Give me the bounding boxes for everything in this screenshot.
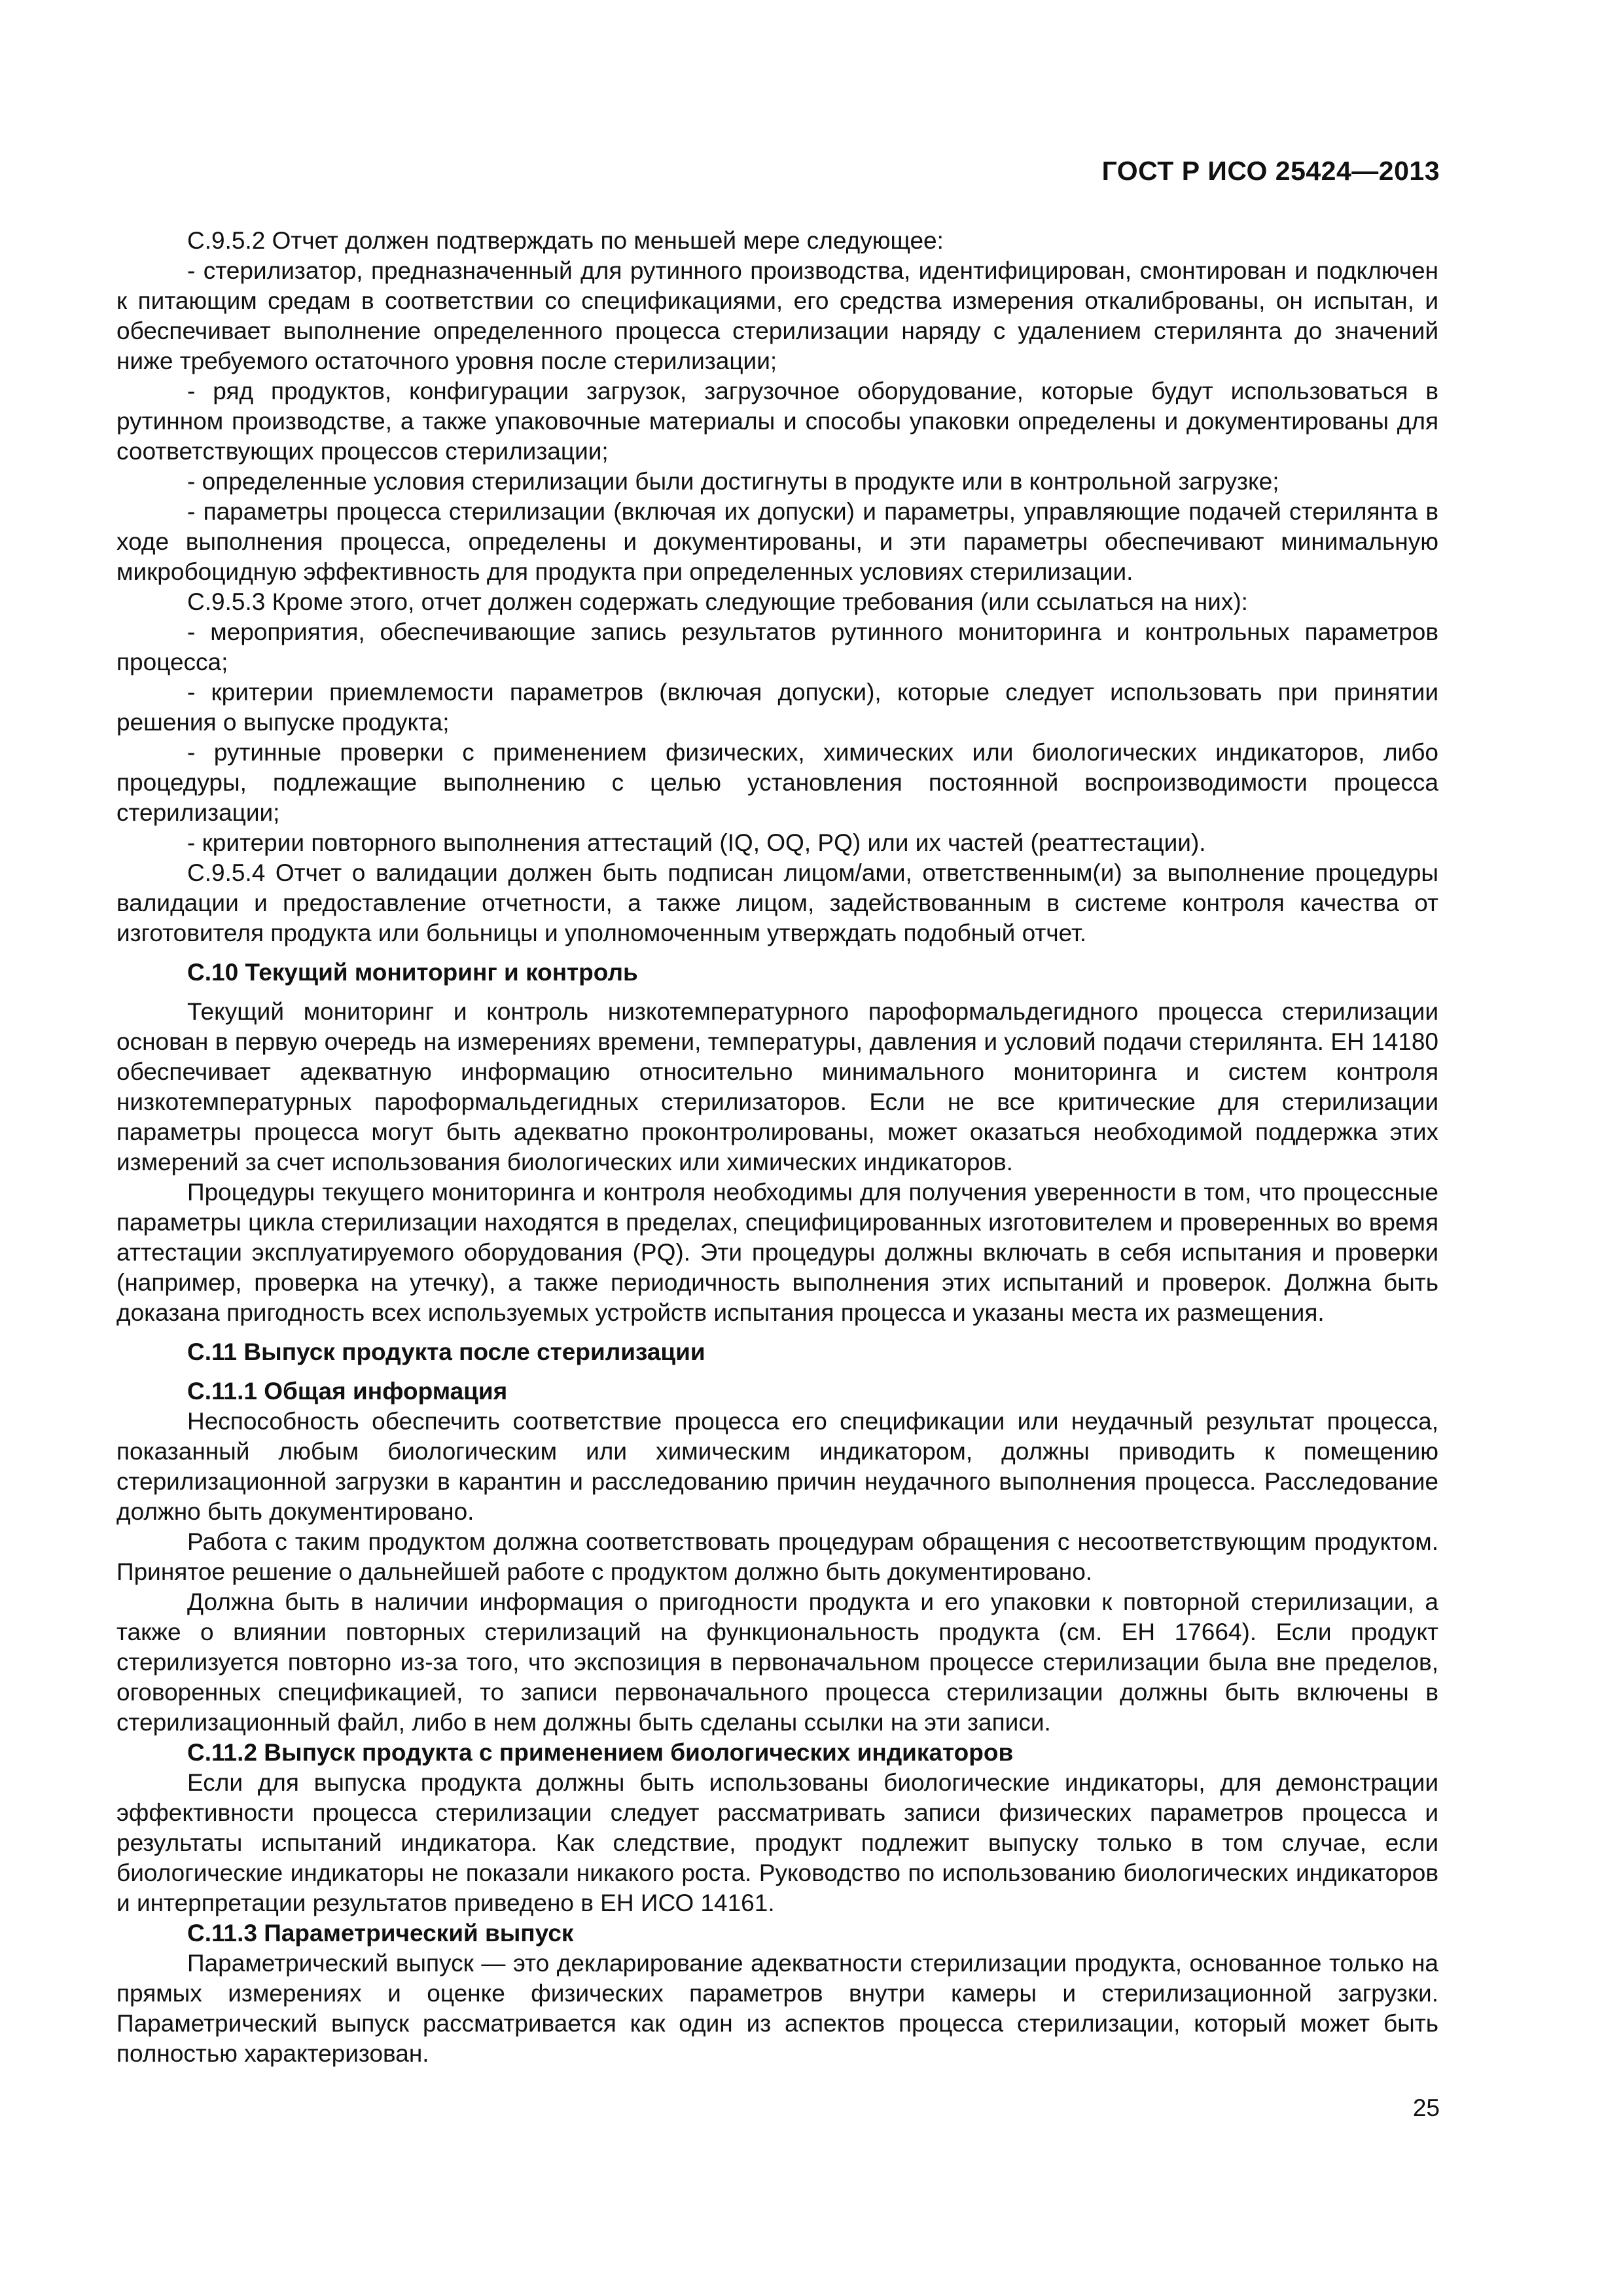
paragraph: - рутинные проверки с применением физических, химических или биологических индикаторов, либо процедуры, подлежащие выполнению с целью установления постоянной воспроизводимости процесса стерилизации;: [116, 739, 1438, 826]
paragraph: Должна быть в наличии информация о пригодности продукта и его упаковки к повторной стерилизации, а также о влиянии повторных стерилизаций на функциональность продукта (см. ЕН 17664). Если продукт стерилизуется повторно из-за того, что экспозиция в первоначальном процессе стерилизации была вне пределов, оговоренных спецификацией, то записи первоначального процесса стерилизации должны быть включены в стерилизационный файл, либо в нем должны быть сделаны ссылки на эти записи.: [116, 1588, 1438, 1736]
section-heading: С.11 Выпуск продукта после стерилизации: [187, 1338, 705, 1365]
paragraph: С.9.5.2 Отчет должен подтверждать по меньшей мере следующее:: [187, 227, 944, 254]
paragraph: - параметры процесса стерилизации (включая их допуски) и параметры, управляющие подачей стерилянта в ходе выполнения процесса, определены и документированы, и эти параметры обеспечивают минимальную микробоцидную эффективность для продукта при определенных условиях стерилизации.: [116, 498, 1438, 585]
paragraph: С.9.5.4 Отчет о валидации должен быть подписан лицом/ами, ответственным(и) за выполнение процедуры валидации и предоставление отчетности, а также лицом, задействованным в системе контроля качества от изготовителя продукта или больницы и уполномоченным утверждать подобный отчет.: [116, 859, 1438, 946]
paragraph: Параметрический выпуск — это декларирование адекватности стерилизации продукта, основанное только на прямых измерениях и оценке физических параметров внутри камеры и стерилизационной загрузки. Параметрический выпуск рассматривается как один из аспектов процесса стерилизации, который может быть полностью характеризован.: [116, 1950, 1438, 2067]
paragraph: С.9.5.3 Кроме этого, отчет должен содержать следующие требования (или ссылаться на них):: [187, 588, 1248, 615]
section-heading: С.11.2 Выпуск продукта с применением биологических индикаторов: [187, 1739, 1014, 1766]
paragraph: - критерии повторного выполнения аттестаций (IQ, OQ, PQ) или их частей (реаттестации).: [187, 829, 1206, 856]
paragraph: Текущий мониторинг и контроль низкотемпературного пароформальдегидного процесса стерилизации основан в первую очередь на измерениях времени, температуры, давления и условий подачи стерилянта. ЕН 14180 обеспечивает адекватную информацию относительно минимального мониторинга и систем контроля низкотемпературных пароформальдегидных стерилизаторов. Если не все критические для стерилизации параметры процесса могут быть адекватно проконтролированы, может оказаться необходимой поддержка этих измерений за счет использования биологических или химических индикаторов.: [116, 998, 1438, 1175]
paragraph: Если для выпуска продукта должны быть использованы биологические индикаторы, для демонстрации эффективности процесса стерилизации следует рассматривать записи физических параметров процесса и результаты испытаний индикатора. Как следствие, продукт подлежит выпуску только в том случае, если биологические индикаторы не показали никакого роста. Руководство по использованию биологических индикаторов и интерпретации результатов приведено в ЕН ИСО 14161.: [116, 1769, 1438, 1916]
paragraph: - ряд продуктов, конфигурации загрузок, загрузочное оборудование, которые будут использоваться в рутинном производстве, а также упаковочные материалы и способы упаковки определены и документированы для соответствующих процессов стерилизации;: [116, 378, 1438, 465]
paragraph: - критерии приемлемости параметров (включая допуски), которые следует использовать при принятии решения о выпуске продукта;: [116, 679, 1438, 736]
section-heading: С.10 Текущий мониторинг и контроль: [187, 959, 638, 986]
section-heading: С.11.3 Параметрический выпуск: [187, 1920, 574, 1946]
paragraph: - мероприятия, обеспечивающие запись результатов рутинного мониторинга и контрольных параметров процесса;: [116, 619, 1438, 675]
page-number: 25: [1412, 2094, 1440, 2121]
section-heading: С.11.1 Общая информация: [187, 1378, 508, 1405]
paragraph: - определенные условия стерилизации были достигнуты в продукте или в контрольной загрузке;: [187, 468, 1279, 495]
document-header: ГОСТ Р ИСО 25424—2013: [1101, 156, 1440, 186]
paragraph: Работа с таким продуктом должна соответствовать процедурам обращения с несоответствующим продуктом. Принятое решение о дальнейшей работе с продуктом должно быть документировано.: [116, 1528, 1438, 1585]
paragraph: Неспособность обеспечить соответствие процесса его спецификации или неудачный результат процесса, показанный любым биологическим или химическим индикатором, должны приводить к помещению стерилизационной загрузки в карантин и расследованию причин неудачного выполнения процесса. Расследование должно быть документировано.: [116, 1408, 1438, 1525]
paragraph: Процедуры текущего мониторинга и контроля необходимы для получения уверенности в том, что процессные параметры цикла стерилизации находятся в пределах, специфицированных изготовителем и проверенных во время аттестации эксплуатируемого оборудования (PQ). Эти процедуры должны включать в себя испытания и проверки (например, проверка на утечку), а также периодичность выполнения этих испытаний и проверок. Должна быть доказана пригодность всех используемых устройств испытания процесса и указаны места их размещения.: [116, 1179, 1438, 1326]
document-body: [116, 226, 1438, 2069]
paragraph: - стерилизатор, предназначенный для рутинного производства, идентифицирован, смонтирован и подключен к питающим средам в соответствии со спецификациями, его средства измерения откалиброваны, он испытан, и обеспечивает выполнение определенного процесса стерилизации наряду с удалением стерилянта до значений ниже требуемого остаточного уровня после стерилизации;: [116, 257, 1438, 374]
